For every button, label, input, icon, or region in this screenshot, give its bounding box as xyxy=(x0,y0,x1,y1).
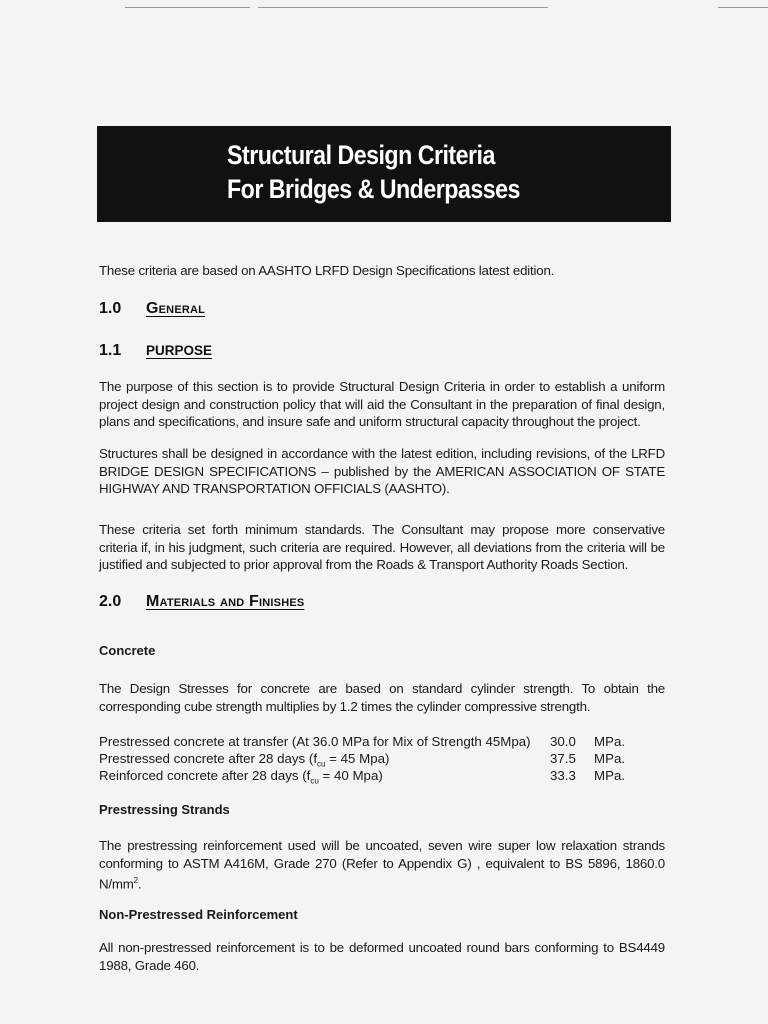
concrete-stress-table xyxy=(99,734,659,785)
stress-label-pre: Reinforced concrete after 28 days (f xyxy=(99,768,311,783)
stress-label: Prestressed concrete at transfer (At 36.0 MPa for Mix of Strength 45Mpa) xyxy=(99,734,531,749)
section-title: PURPOSE xyxy=(146,343,213,358)
stress-unit: MPa. xyxy=(594,734,626,749)
stress-label xyxy=(99,768,383,790)
strands-text-end: . xyxy=(137,876,142,892)
strands-heading: Prestressing Strands xyxy=(99,802,230,817)
stress-label-pre: Prestressed concrete after 28 days (f xyxy=(99,751,318,766)
concrete-heading: Concrete xyxy=(99,643,156,658)
reinforcement-text: All non-prestressed reinforcement is to be deformed uncoated round bars conforming to BS4449 1988, Grade 460. xyxy=(99,940,665,973)
stress-value: 30.0 xyxy=(550,734,576,749)
title-line-2: For Bridges & Underpasses xyxy=(227,174,520,204)
intro-text: These criteria are based on AASHTO LRFD Design Specifications latest edition. xyxy=(99,263,555,278)
reinforcement-heading: Non-Prestressed Reinforcement xyxy=(99,907,298,922)
subscript: cu xyxy=(317,759,326,769)
purpose-paragraph-1: The purpose of this section is to provide Structural Design Criteria in order to establish a uniform project design and construction policy that will aid the Consultant in the preparation of final design, plans and specifications, and insure safe and uniform structural capacity throughout the project. xyxy=(99,379,665,429)
section-heading-purpose xyxy=(99,342,212,360)
stress-label-post: = 45 Mpa) xyxy=(325,751,390,766)
stress-value: 37.5 xyxy=(550,751,576,766)
section-title: Materials and Finishes xyxy=(146,593,305,610)
stress-row xyxy=(99,734,659,751)
strands-text-body: The prestressing reinforcement used will be uncoated, seven wire super low relaxation strands conforming to ASTM A416M, Grade 270 (Refer to Appendix G) , equivalent to BS 5896, 1860.0 N/mm xyxy=(99,838,665,892)
title-banner xyxy=(97,126,671,222)
stress-value: 33.3 xyxy=(550,768,576,783)
stress-unit: MPa. xyxy=(594,768,626,783)
stress-unit: MPa. xyxy=(594,751,626,766)
section-number: 2.0 xyxy=(99,593,122,610)
stress-row xyxy=(99,751,659,768)
top-rule xyxy=(258,7,548,8)
stress-row xyxy=(99,768,659,785)
section-number: 1.0 xyxy=(99,300,122,317)
top-rule xyxy=(718,7,768,8)
title-line-1: Structural Design Criteria xyxy=(227,140,495,170)
section-heading-general xyxy=(99,300,205,318)
section-heading-materials xyxy=(99,593,304,611)
section-title: General xyxy=(146,300,206,317)
stress-label-post: = 40 Mpa) xyxy=(318,768,383,783)
subscript: cu xyxy=(310,776,319,786)
strands-text xyxy=(99,837,665,893)
top-rule xyxy=(125,7,250,8)
concrete-text: The Design Stresses for concrete are based on standard cylinder strength. To obtain the corresponding cube strength multiplies by 1.2 times the cylinder compressive strength. xyxy=(99,681,665,714)
section-number: 1.1 xyxy=(99,342,122,359)
superscript: 2 xyxy=(133,876,138,885)
purpose-paragraph-2: Structures shall be designed in accordance with the latest edition, including revisions, of the LRFD BRIDGE DESIGN SPECIFICATIONS – published by the AMERICAN ASSOCIATION OF STATE HIGHWAY AND TRANSPORTATION OFFICIALS (AASHTO). xyxy=(99,446,665,496)
purpose-paragraph-3: These criteria set forth minimum standards. The Consultant may propose more conservative criteria if, in his judgment, such criteria are required. However, all deviations from the criteria will be justified and subjected to prior approval from the Roads & Transport Authority Roads Section. xyxy=(99,522,665,572)
